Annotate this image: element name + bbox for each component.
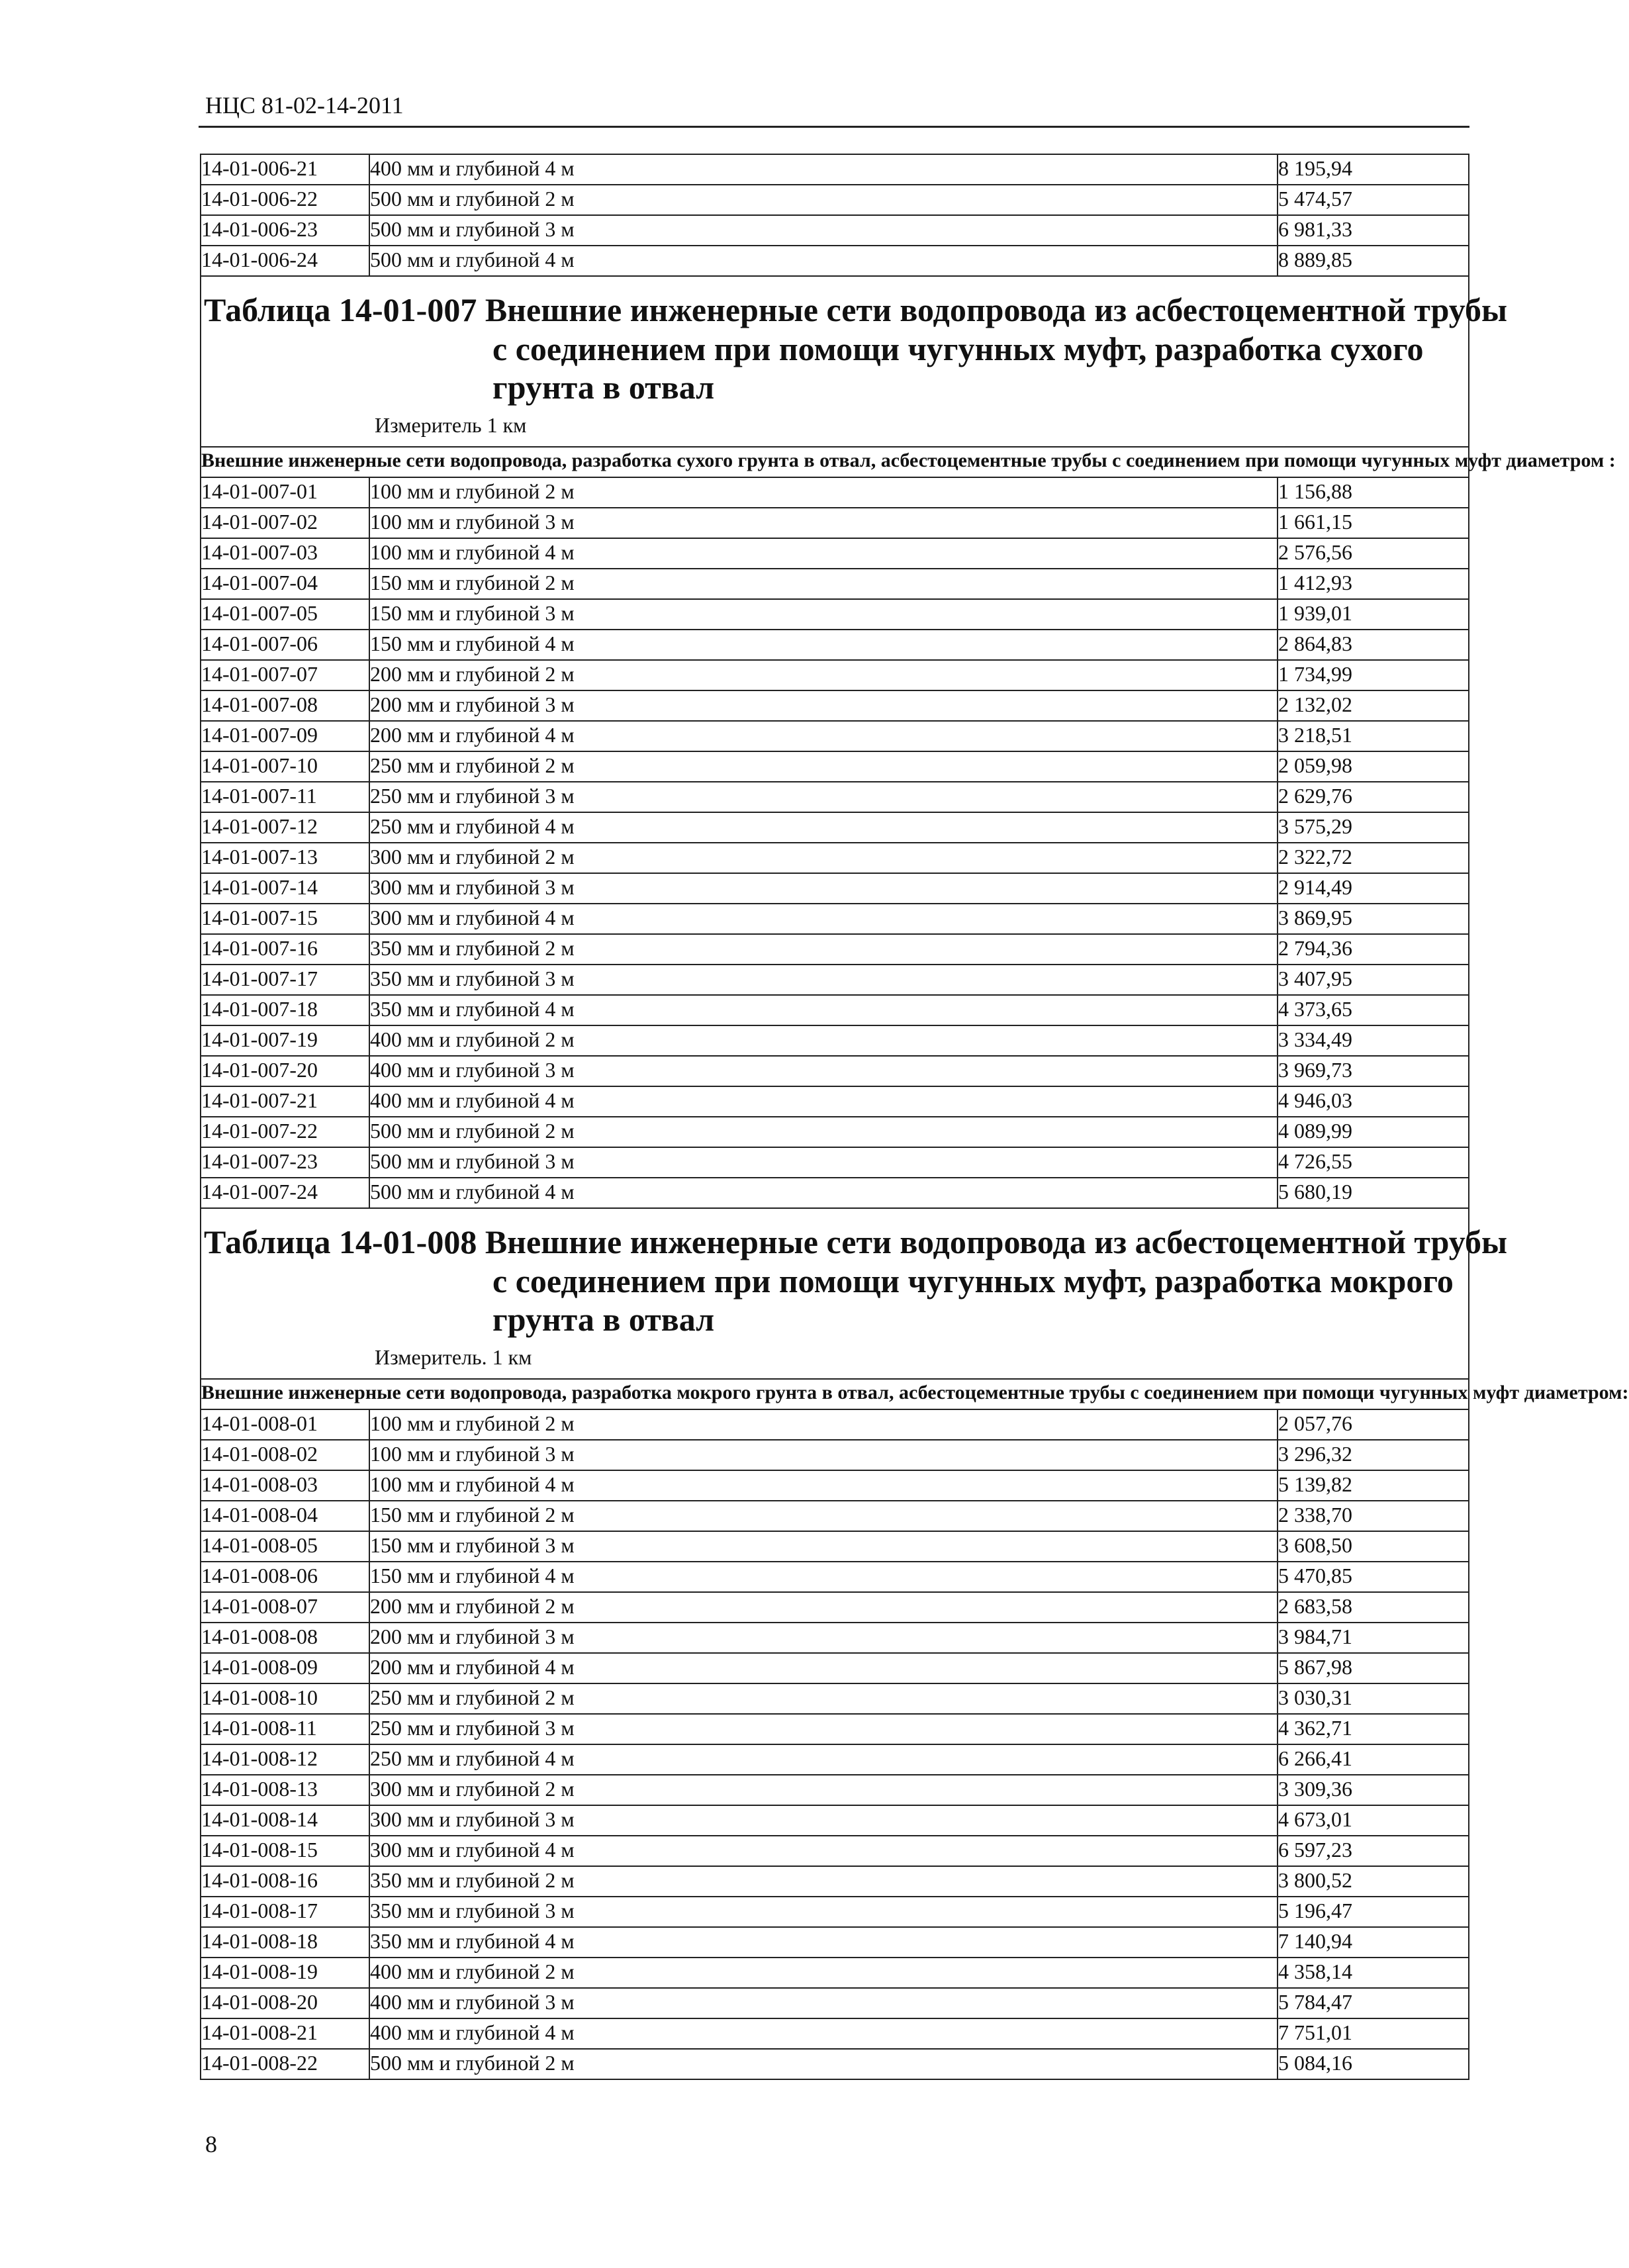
table-row (201, 1501, 1469, 1531)
table-row (201, 782, 1469, 812)
row-value: 3 608,50 (1278, 1531, 1469, 1562)
row-code: 14-01-007-09 (201, 721, 369, 751)
row-value: 6 981,33 (1278, 215, 1469, 246)
row-code: 14-01-006-21 (201, 154, 369, 185)
document-code-header: НЦС 81-02-14-2011 (205, 92, 404, 118)
table-row (201, 751, 1469, 782)
row-code: 14-01-007-15 (201, 904, 369, 934)
row-code: 14-01-008-10 (201, 1683, 369, 1714)
row-code: 14-01-007-02 (201, 508, 369, 538)
row-description: 250 мм и глубиной 4 м (369, 1744, 1278, 1775)
row-code: 14-01-008-20 (201, 1988, 369, 2018)
row-description: 500 мм и глубиной 2 м (369, 2049, 1278, 2079)
row-value: 2 057,76 (1278, 1409, 1469, 1440)
row-code: 14-01-008-11 (201, 1714, 369, 1744)
table-row (201, 1592, 1469, 1623)
table-row (201, 873, 1469, 904)
row-value: 1 939,01 (1278, 599, 1469, 630)
table-row (201, 1147, 1469, 1178)
row-code: 14-01-007-19 (201, 1025, 369, 1056)
table-title: Таблица 14-01-008 Внешние инженерные сети водопровода из асбестоцементной трубы (204, 1223, 1508, 1260)
table-row (201, 1866, 1469, 1897)
row-code: 14-01-008-09 (201, 1653, 369, 1683)
table-title-cell (201, 1208, 1508, 1379)
row-value: 2 338,70 (1278, 1501, 1469, 1531)
row-description: 150 мм и глубиной 4 м (369, 1562, 1278, 1592)
row-description: 250 мм и глубиной 3 м (369, 782, 1278, 812)
table-row (201, 1178, 1469, 1208)
table-title-continuation: с соединением при помощи чугунных муфт, разработка мокрого (492, 1262, 1454, 1299)
table-row (201, 1683, 1469, 1714)
row-description: 100 мм и глубиной 3 м (369, 1440, 1278, 1470)
row-value: 8 195,94 (1278, 154, 1469, 185)
row-description: 500 мм и глубиной 4 м (369, 1178, 1278, 1208)
row-value: 2 629,76 (1278, 782, 1469, 812)
row-description: 100 мм и глубиной 2 м (369, 477, 1278, 508)
row-description: 250 мм и глубиной 2 м (369, 751, 1278, 782)
row-value: 4 089,99 (1278, 1117, 1469, 1147)
row-description: 300 мм и глубиной 3 м (369, 1805, 1278, 1836)
row-code: 14-01-008-19 (201, 1958, 369, 1988)
table-row (201, 1025, 1469, 1056)
row-description: 300 мм и глубиной 3 м (369, 873, 1278, 904)
group-header: Внешние инженерные сети водопровода, разработка сухого грунта в отвал, асбестоцементные трубы с соединением при помощи чугунных муфт диаметром : (201, 447, 1469, 477)
row-code: 14-01-007-05 (201, 599, 369, 630)
row-description: 250 мм и глубиной 4 м (369, 812, 1278, 843)
row-value: 3 334,49 (1278, 1025, 1469, 1056)
table-row (201, 1653, 1469, 1683)
table-row (201, 154, 1469, 185)
row-description: 400 мм и глубиной 2 м (369, 1958, 1278, 1988)
row-code: 14-01-007-01 (201, 477, 369, 508)
row-value: 3 030,31 (1278, 1683, 1469, 1714)
row-value: 4 362,71 (1278, 1714, 1469, 1744)
row-value: 2 132,02 (1278, 690, 1469, 721)
row-description: 250 мм и глубиной 3 м (369, 1714, 1278, 1744)
table-row (201, 1086, 1469, 1117)
row-code: 14-01-007-22 (201, 1117, 369, 1147)
table-row (201, 1958, 1469, 1988)
row-description: 150 мм и глубиной 3 м (369, 1531, 1278, 1562)
row-value: 3 309,36 (1278, 1775, 1469, 1805)
row-value: 4 946,03 (1278, 1086, 1469, 1117)
row-code: 14-01-007-18 (201, 995, 369, 1025)
row-description: 200 мм и глубиной 4 м (369, 721, 1278, 751)
table-title-row (201, 1208, 1469, 1379)
row-code: 14-01-007-13 (201, 843, 369, 873)
row-value: 2 794,36 (1278, 934, 1469, 965)
row-description: 100 мм и глубиной 2 м (369, 1409, 1278, 1440)
table-row (201, 690, 1469, 721)
row-description: 200 мм и глубиной 4 м (369, 1653, 1278, 1683)
table-title-row (201, 276, 1469, 447)
row-code: 14-01-008-16 (201, 1866, 369, 1897)
row-description: 150 мм и глубиной 4 м (369, 630, 1278, 660)
row-value: 5 470,85 (1278, 1562, 1469, 1592)
row-description: 200 мм и глубиной 3 м (369, 1623, 1278, 1653)
row-value: 3 218,51 (1278, 721, 1469, 751)
row-description: 150 мм и глубиной 3 м (369, 599, 1278, 630)
table-row (201, 1714, 1469, 1744)
row-description: 350 мм и глубиной 4 м (369, 1927, 1278, 1958)
row-value: 3 869,95 (1278, 904, 1469, 934)
row-code: 14-01-008-03 (201, 1470, 369, 1501)
row-description: 350 мм и глубиной 3 м (369, 965, 1278, 995)
table-row (201, 599, 1469, 630)
row-value: 1 661,15 (1278, 508, 1469, 538)
row-code: 14-01-008-18 (201, 1927, 369, 1958)
row-value: 6 597,23 (1278, 1836, 1469, 1866)
table-row (201, 843, 1469, 873)
row-description: 400 мм и глубиной 3 м (369, 1056, 1278, 1086)
row-code: 14-01-007-11 (201, 782, 369, 812)
row-value: 7 140,94 (1278, 1927, 1469, 1958)
row-value: 3 969,73 (1278, 1056, 1469, 1086)
row-description: 400 мм и глубиной 4 м (369, 2018, 1278, 2049)
row-value: 4 373,65 (1278, 995, 1469, 1025)
row-value: 5 867,98 (1278, 1653, 1469, 1683)
table-row (201, 1531, 1469, 1562)
row-value: 3 800,52 (1278, 1866, 1469, 1897)
row-code: 14-01-008-14 (201, 1805, 369, 1836)
table-row (201, 508, 1469, 538)
row-value: 5 196,47 (1278, 1897, 1469, 1927)
row-value: 2 576,56 (1278, 538, 1469, 569)
row-description: 400 мм и глубиной 4 м (369, 154, 1278, 185)
row-value: 3 296,32 (1278, 1440, 1469, 1470)
row-description: 300 мм и глубиной 2 м (369, 843, 1278, 873)
table-row (201, 1775, 1469, 1805)
row-value: 5 680,19 (1278, 1178, 1469, 1208)
table-row (201, 2018, 1469, 2049)
table-row (201, 1440, 1469, 1470)
table-row (201, 934, 1469, 965)
table-row (201, 721, 1469, 751)
row-value: 4 726,55 (1278, 1147, 1469, 1178)
table-row (201, 904, 1469, 934)
row-code: 14-01-008-08 (201, 1623, 369, 1653)
table-row (201, 965, 1469, 995)
row-description: 350 мм и глубиной 4 м (369, 995, 1278, 1025)
row-value: 5 784,47 (1278, 1988, 1469, 2018)
table-row (201, 1056, 1469, 1086)
row-code: 14-01-008-13 (201, 1775, 369, 1805)
row-code: 14-01-007-08 (201, 690, 369, 721)
row-description: 350 мм и глубиной 3 м (369, 1897, 1278, 1927)
row-code: 14-01-008-15 (201, 1836, 369, 1866)
table-row (201, 477, 1469, 508)
row-description: 400 мм и глубиной 4 м (369, 1086, 1278, 1117)
header-rule (199, 126, 1469, 128)
table-row (201, 1409, 1469, 1440)
row-value: 4 673,01 (1278, 1805, 1469, 1836)
row-description: 100 мм и глубиной 3 м (369, 508, 1278, 538)
row-description: 100 мм и глубиной 4 м (369, 1470, 1278, 1501)
table-row (201, 569, 1469, 599)
table-row (201, 812, 1469, 843)
row-code: 14-01-008-22 (201, 2049, 369, 2079)
group-header-row (201, 447, 1469, 477)
group-header-row (201, 1379, 1469, 1409)
row-description: 200 мм и глубиной 2 м (369, 660, 1278, 690)
unit-measure: Измеритель 1 км (375, 413, 527, 437)
row-code: 14-01-006-23 (201, 215, 369, 246)
row-code: 14-01-008-02 (201, 1440, 369, 1470)
row-description: 200 мм и глубиной 3 м (369, 690, 1278, 721)
table-title-continuation: грунта в отвал (492, 369, 715, 406)
row-description: 200 мм и глубиной 2 м (369, 1592, 1278, 1623)
row-description: 300 мм и глубиной 2 м (369, 1775, 1278, 1805)
row-description: 500 мм и глубиной 3 м (369, 1147, 1278, 1178)
row-code: 14-01-008-21 (201, 2018, 369, 2049)
row-code: 14-01-008-06 (201, 1562, 369, 1592)
row-code: 14-01-008-05 (201, 1531, 369, 1562)
table-row (201, 1117, 1469, 1147)
row-value: 8 889,85 (1278, 246, 1469, 276)
table-row (201, 1805, 1469, 1836)
row-code: 14-01-007-10 (201, 751, 369, 782)
row-value: 2 683,58 (1278, 1592, 1469, 1623)
row-description: 100 мм и глубиной 4 м (369, 538, 1278, 569)
row-code: 14-01-007-07 (201, 660, 369, 690)
row-description: 350 мм и глубиной 2 м (369, 934, 1278, 965)
row-value: 5 139,82 (1278, 1470, 1469, 1501)
row-code: 14-01-006-24 (201, 246, 369, 276)
row-value: 5 084,16 (1278, 2049, 1469, 2079)
row-description: 300 мм и глубиной 4 м (369, 904, 1278, 934)
price-table (200, 154, 1629, 2080)
table-row (201, 185, 1469, 215)
row-value: 1 734,99 (1278, 660, 1469, 690)
row-code: 14-01-007-24 (201, 1178, 369, 1208)
row-value: 1 412,93 (1278, 569, 1469, 599)
row-value: 2 914,49 (1278, 873, 1469, 904)
table-row (201, 1836, 1469, 1866)
row-code: 14-01-007-12 (201, 812, 369, 843)
row-description: 400 мм и глубиной 3 м (369, 1988, 1278, 2018)
row-value: 4 358,14 (1278, 1958, 1469, 1988)
table-title-continuation: грунта в отвал (492, 1301, 715, 1338)
table-row (201, 1897, 1469, 1927)
table-row (201, 995, 1469, 1025)
row-description: 500 мм и глубиной 2 м (369, 1117, 1278, 1147)
row-value: 3 575,29 (1278, 812, 1469, 843)
table-row (201, 1744, 1469, 1775)
row-code: 14-01-007-16 (201, 934, 369, 965)
table-row (201, 1623, 1469, 1653)
table-row (201, 538, 1469, 569)
row-code: 14-01-007-17 (201, 965, 369, 995)
row-description: 150 мм и глубиной 2 м (369, 1501, 1278, 1531)
row-code: 14-01-006-22 (201, 185, 369, 215)
row-description: 400 мм и глубиной 2 м (369, 1025, 1278, 1056)
row-description: 150 мм и глубиной 2 м (369, 569, 1278, 599)
row-value: 2 059,98 (1278, 751, 1469, 782)
table-title-continuation: с соединением при помощи чугунных муфт, разработка сухого (492, 330, 1424, 367)
unit-measure: Измеритель. 1 км (375, 1345, 532, 1369)
table-title: Таблица 14-01-007 Внешние инженерные сети водопровода из асбестоцементной трубы (204, 291, 1508, 328)
row-value: 3 984,71 (1278, 1623, 1469, 1653)
table-row (201, 630, 1469, 660)
row-value: 1 156,88 (1278, 477, 1469, 508)
row-code: 14-01-007-14 (201, 873, 369, 904)
row-code: 14-01-008-01 (201, 1409, 369, 1440)
table-row (201, 215, 1469, 246)
row-code: 14-01-007-03 (201, 538, 369, 569)
table-row (201, 1988, 1469, 2018)
row-code: 14-01-007-04 (201, 569, 369, 599)
row-code: 14-01-008-07 (201, 1592, 369, 1623)
row-value: 3 407,95 (1278, 965, 1469, 995)
row-value: 5 474,57 (1278, 185, 1469, 215)
page-number: 8 (205, 2131, 217, 2157)
table-row (201, 2049, 1469, 2079)
row-code: 14-01-008-04 (201, 1501, 369, 1531)
table-row (201, 1562, 1469, 1592)
row-description: 500 мм и глубиной 3 м (369, 215, 1278, 246)
row-value: 6 266,41 (1278, 1744, 1469, 1775)
table-row (201, 1470, 1469, 1501)
row-value: 7 751,01 (1278, 2018, 1469, 2049)
row-code: 14-01-007-06 (201, 630, 369, 660)
row-description: 300 мм и глубиной 4 м (369, 1836, 1278, 1866)
row-value: 2 322,72 (1278, 843, 1469, 873)
row-description: 500 мм и глубиной 4 м (369, 246, 1278, 276)
row-code: 14-01-007-21 (201, 1086, 369, 1117)
table-row (201, 660, 1469, 690)
row-value: 2 864,83 (1278, 630, 1469, 660)
row-code: 14-01-008-17 (201, 1897, 369, 1927)
table-row (201, 246, 1469, 276)
row-description: 250 мм и глубиной 2 м (369, 1683, 1278, 1714)
group-header: Внешние инженерные сети водопровода, разработка мокрого грунта в отвал, асбестоцементные трубы с соединением при помощи чугунных муфт диаметром: (201, 1379, 1469, 1409)
row-code: 14-01-008-12 (201, 1744, 369, 1775)
row-code: 14-01-007-23 (201, 1147, 369, 1178)
table-title-cell (201, 276, 1508, 447)
table-row (201, 1927, 1469, 1958)
row-description: 500 мм и глубиной 2 м (369, 185, 1278, 215)
row-description: 350 мм и глубиной 2 м (369, 1866, 1278, 1897)
row-code: 14-01-007-20 (201, 1056, 369, 1086)
